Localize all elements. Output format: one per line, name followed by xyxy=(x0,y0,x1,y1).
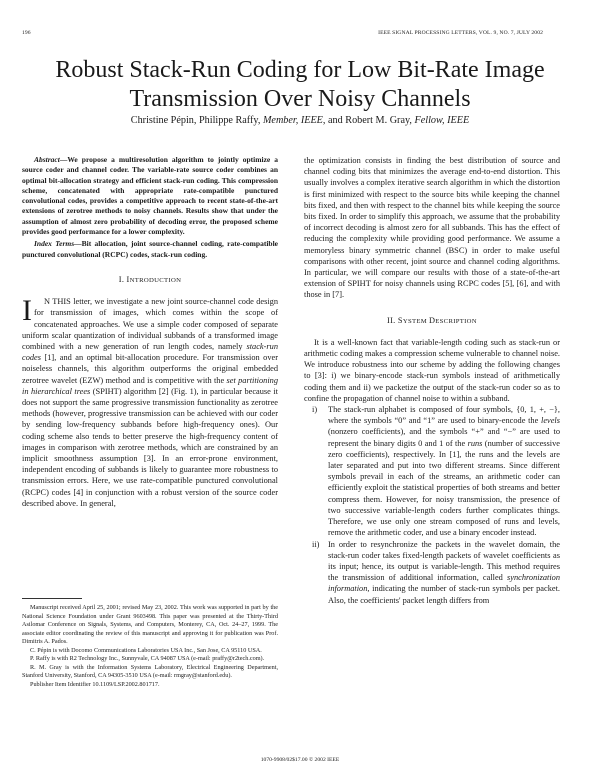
section-numeral: I. I xyxy=(118,274,130,284)
abstract-label: Abstract— xyxy=(34,155,68,164)
intro-text-2: [1], and an optimal bit-allocation procedure. For transmission over noiseless channels, this algorithm outperforms the original embedded zerotree wavelet (EZW) method and is competitive with the xyxy=(22,353,278,385)
intro-text-3: (SPIHT) algorithm [2] (Fig. 1), in particular because it does not support the same progressive transmission functionality as zerotree methods (however, progressive transmission can be achieved with our coder by sending low-frequency subbands before high-frequency ones). Our coding scheme also tends to better preserve the high-frequency content of images in comparison with zerotree methods, which are constrained by an implicit smoothness assumption [3]. In an error-prone environment, independent encoding of subbands is likely to guarantee more robustness to transmission errors. Here, we use rate-compatible punctured convolutional (RCPC) codes [4] in conjunction with a robust version of the source coder described above. In general, xyxy=(22,386,278,508)
list-item xyxy=(304,404,560,538)
right-column-body xyxy=(304,155,560,301)
right-column xyxy=(304,155,560,606)
continued-paragraph: the optimization consists in finding the best distribution of source and channel coding bits that minimizes the average end-to-end distortion. This usually involves a complex iterative search algorithm in which the distortion is first minimized with respect to the source bits while keeping the channel bits fixed, and then with respect to the channel bits while keeping the source bits fixed. In order to simplify this approach, we assume that the probability of incorrect decoding is almost zero for all subbands. This has the effect of reducing the complexity while providing good performance. We assume a memoryless binary symmetric channel (BSC) in order to make useful comparisons with other recent, joint source and channel coding algorithms. In particular, we will compare our results with those of a state-of-the-art extension of SPIHT for noisy channels using RCPC codes [5], [6], and with those in [7]. xyxy=(304,156,560,300)
section-numeral: II. S xyxy=(387,315,403,325)
intro-paragraph xyxy=(22,296,278,509)
index-terms-text: Bit allocation, joint source-channel coding, rate-compatible punctured convolutional (RCPC) codes, stack-run coding. xyxy=(22,239,278,259)
footnote: C. Pépin is with Docomo Communications Laboratories USA Inc., San Jose, CA 95110 USA. xyxy=(30,646,262,654)
abstract-text: We propose a multiresolution algorithm to jointly optimize a source coder and channel coder. The variable-rate source coder combines an optimal bit-allocation strategy and efficient stack-run coding. This compression scheme, concatenated with appropriate rate-compatible punctured convolutional codes, provides a competitive approach to recent state-of-the-art extensions of zerotree methods to noisy channels. Results show that under the assumption of almost zero probability of decoding error, the proposed scheme provides good performance for a lower complexity. xyxy=(22,155,278,237)
author-list xyxy=(0,115,600,126)
section-title-part: YSTEM xyxy=(402,317,429,325)
list-text: The stack-run alphabet is composed of four symbols, {0, 1, +, −}, where the symbols “0” and “1” are used to binary-encode the xyxy=(328,405,560,426)
footnote-rule xyxy=(22,598,82,599)
intro-text-1: N THIS letter, we investigate a new joint source-channel code design for transmission of images, which comes within the scope of concatenated approaches. We use a simple coder composed of separate uniform scalar quantization of individual subbands of a transformed image combined with a new generation of run length codes, namely xyxy=(22,297,278,351)
list-emphasis: synchronization information xyxy=(328,573,560,594)
system-paragraph: It is a well-known fact that variable-length coding such as stack-run or arithmetic coding makes a compression scheme vulnerable to channel noise. We introduce robustness into our scheme by adding the following changes to [3]: i) we binary-encode stack-run symbols instead of arithmetically coding them and ii) we packetize the output of the stack-run coder so as to confine the propagation of channel noise to within a subband. xyxy=(304,337,560,403)
copyright-footer: 1070-9908/02$17.00 © 2002 IEEE xyxy=(260,757,340,763)
footnotes xyxy=(22,598,278,689)
index-terms xyxy=(22,239,278,260)
paper-title xyxy=(0,56,600,114)
list-text: , indicating the number of stack-run symbols per packet. Also, the coefficients' packet length differs from xyxy=(328,584,560,605)
footnote: Manuscript received April 25, 2001; revised May 23, 2002. This work was supported in part by the National Science Foundation under Grant 9603498. This paper was presented at the Thirty-Third Asilomar Conference on Signals, Systems, and Computers, Monterey, CA, Oct. 24–27, 1999. The associate editor coordinating the review of this manuscript and approving it for publication was Prof. Dimitris A. Pados. xyxy=(22,604,278,645)
list-item xyxy=(304,539,560,606)
section-title-capital: D xyxy=(428,315,436,325)
left-column xyxy=(22,155,278,509)
author-names-2: , and Robert M. Gray, xyxy=(322,115,415,126)
abstract xyxy=(22,155,278,237)
running-header: IEEE SIGNAL PROCESSING LETTERS, VOL. 9, NO. 7, JULY 2002 xyxy=(378,30,543,36)
section-title-rest: NTRODUCTION xyxy=(129,276,182,284)
section-title-part: ESCRIPTION xyxy=(435,317,477,325)
title-line-2: Transmission Over Noisy Channels xyxy=(129,86,471,112)
drop-cap: I xyxy=(22,294,32,328)
list-emphasis: runs xyxy=(467,438,483,448)
section-heading-system-description xyxy=(304,315,560,327)
enumerated-list xyxy=(304,404,560,606)
list-text: In order to resynchronize the packets in the wavelet domain, the stack-run coder takes fixed-length packets of wavelet coefficients as its input; hence, its output is variable-length. This method requires the transmission of additional information, called xyxy=(328,539,560,583)
system-description-body xyxy=(304,337,560,606)
intro-emphasis-2: set partitioning in hierarchical trees xyxy=(22,375,278,396)
list-item-number: ii) xyxy=(312,539,320,549)
intro-emphasis-1: stack-run codes xyxy=(22,341,278,363)
list-item-number: i) xyxy=(312,405,318,415)
author-role-2: Fellow, IEEE xyxy=(414,115,470,126)
list-text: (number of successive zero coefficients), respectively. In [1], the runs and the levels are later separated and put into two different streams. Since different symbols prevail in each of the streams, an arithmetic coder can efficiently exploit the statistical properties of both streams and better compress them. However, for noisy transmission, the presence of two successive variable-length coders further complicates things. Therefore, we use only one stream composed of runs and levels, remove the arithmetic coder, and use a binary encoder instead. xyxy=(328,438,560,538)
author-role-1: Member, IEEE xyxy=(262,115,323,126)
introduction-body xyxy=(22,296,278,509)
list-text: (nonzero coefficients), and the symbols “+” and “−” are used to represent the binary digits 0 and 1 of the xyxy=(328,427,560,448)
footnote: P. Raffy is with R2 Technology Inc., Sunnyvale, CA 94087 USA (e-mail: praffy@r2tech.com). xyxy=(30,655,265,662)
footnote: Publisher Item Identifier 10.1109/LSP.2002.801717. xyxy=(30,680,160,688)
footnote: R. M. Gray is with the Information Systems Laboratory, Electrical Engineering Department, Stanford University, Stanford, CA 94305-3510 USA (e-mail: rmgray@stanford.edu). xyxy=(22,663,278,679)
list-emphasis: levels xyxy=(541,416,560,426)
title-line-1: Robust Stack-Run Coding for Low Bit-Rate Image xyxy=(55,57,545,83)
page-number: 196 xyxy=(22,30,31,36)
section-heading-introduction xyxy=(22,274,278,286)
index-terms-label: Index Terms— xyxy=(34,239,82,249)
author-names-1: Christine Pépin, Philippe Raffy, xyxy=(130,115,263,126)
